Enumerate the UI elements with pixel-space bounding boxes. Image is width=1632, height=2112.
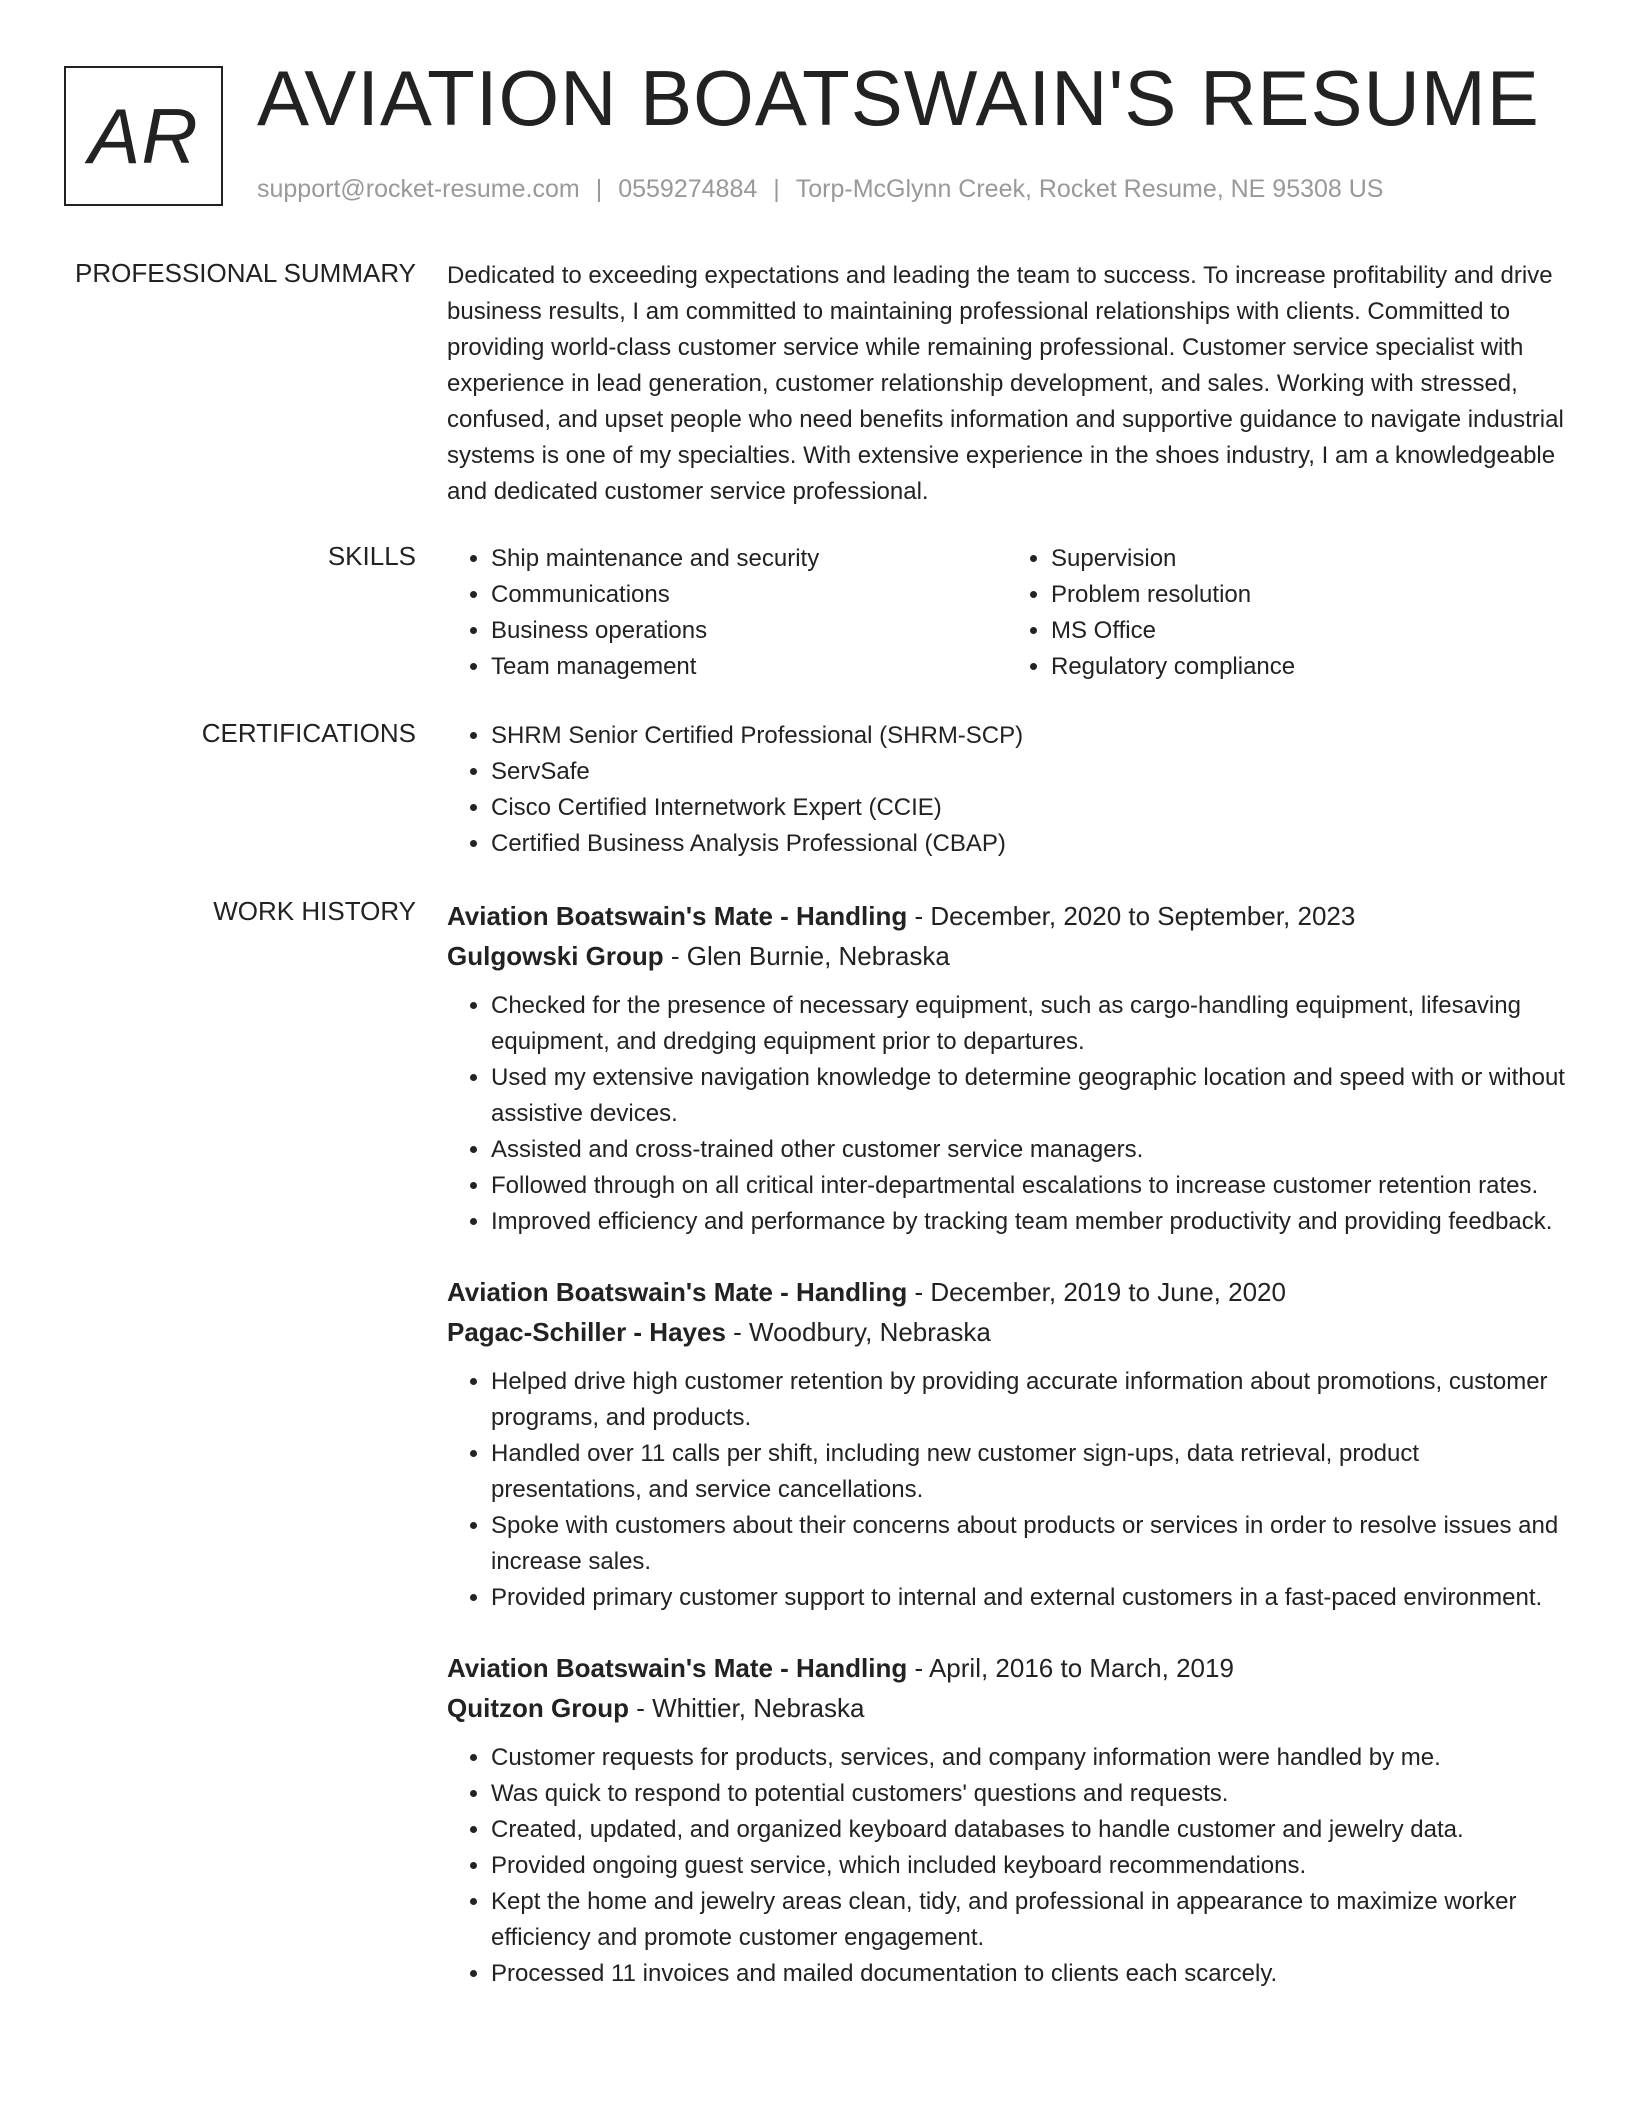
certifications-label: CERTIFICATIONS [201,718,416,748]
job-title: Aviation Boatswain's Mate - Handling [447,1277,908,1307]
job-duties-list [447,1364,1567,1616]
job-duty: • Customer requests for products, services, and company information were handled by me. [491,1740,1567,1776]
job-duty: • Created, updated, and organized keyboard databases to handle customer and jewelry data. [491,1812,1567,1848]
summary-label: PROFESSIONAL SUMMARY [75,258,416,288]
job-company: Pagac-Schiller - Hayes [447,1317,726,1347]
job-duty: • Assisted and cross-trained other customer service managers. [491,1132,1567,1168]
skills-list-right [1007,541,1567,685]
job-duty: • Followed through on all critical inter-departmental escalations to increase customer retention rates. [491,1168,1567,1204]
skill-item: • Regulatory compliance [1051,649,1567,685]
skill-item: • Communications [491,577,1007,613]
job-duty: • Spoke with customers about their concerns about products or services in order to resolve issues and increase sales. [491,1508,1567,1580]
job-location: - Whittier, Nebraska [628,1693,865,1723]
job-duty: • Helped drive high customer retention by providing accurate information about promotions, customer programs, and products. [491,1364,1567,1436]
job-location: - Woodbury, Nebraska [725,1317,991,1347]
summary-text: Dedicated to exceeding expectations and leading the team to success. To increase profitability and drive business results, I am committed to maintaining professional relationships with clients. Committed to providing world-class customer service while remaining professional. Customer service specialist with experience in lead generation, customer relationship development, and sales. Working with stressed, confused, and upset people who need benefits information and supportive guidance to navigate industrial systems is one of my specialties. With extensive experience in the shoes industry, I am a knowledgeable and dedicated customer service professional. [447,262,1564,505]
job-company-line [447,1688,1567,1728]
job-title-line [447,896,1567,936]
job-duty: • Provided ongoing guest service, which included keyboard recommendations. [491,1848,1567,1884]
job-duty: • Provided primary customer support to internal and external customers in a fast-paced environment. [491,1580,1567,1616]
job-entry [447,896,1567,1240]
skill-item: • Problem resolution [1051,577,1567,613]
work-history-body [447,896,1567,2024]
resume-title: AVIATION BOATSWAIN'S RESUME [257,54,1540,142]
certification-item: • Certified Business Analysis Professional (CBAP) [491,826,1567,862]
skill-item: • Supervision [1051,541,1567,577]
skill-item: • Team management [491,649,1007,685]
certifications-list [447,718,1567,862]
skill-item: • MS Office [1051,613,1567,649]
job-duty: • Handled over 11 calls per shift, including new customer sign-ups, data retrieval, product presentations, and service cancellations. [491,1436,1567,1508]
job-company-line [447,1312,1567,1352]
contact-line [257,175,1384,204]
job-entry [447,1272,1567,1616]
contact-separator: | [595,175,603,203]
job-dates: - April, 2016 to March, 2019 [907,1653,1234,1683]
work-history-label: WORK HISTORY [213,896,416,926]
job-title: Aviation Boatswain's Mate - Handling [447,901,908,931]
job-company-line [447,936,1567,976]
job-duties-list [447,988,1567,1240]
monogram-logo: AR [64,66,223,206]
skill-item: • Business operations [491,613,1007,649]
summary-body [447,258,1567,510]
job-duty: • Used my extensive navigation knowledge to determine geographic location and speed with or without assistive devices. [491,1060,1567,1132]
contact-separator: | [773,175,780,203]
job-entry [447,1648,1567,1992]
job-duties-list [447,1740,1567,1992]
job-company: Gulgowski Group [447,941,664,971]
job-company: Quitzon Group [447,1693,629,1723]
contact-phone[interactable]: 0559274884 [618,175,758,203]
job-dates: - December, 2019 to June, 2020 [907,1277,1286,1307]
job-title-line [447,1648,1567,1688]
job-dates: - December, 2020 to September, 2023 [907,901,1356,931]
skills-body [447,541,1567,685]
job-duty: • Checked for the presence of necessary equipment, such as cargo-handling equipment, lifesaving equipment, and dredging equipment prior to departures. [491,988,1567,1060]
contact-address: Torp-McGlynn Creek, Rocket Resume, NE 95308 US [795,175,1384,203]
certifications-body [447,718,1567,862]
certification-item: • Cisco Certified Internetwork Expert (CCIE) [491,790,1567,826]
job-duty: • Was quick to respond to potential customers' questions and requests. [491,1776,1567,1812]
job-duty: • Kept the home and jewelry areas clean, tidy, and professional in appearance to maximize worker efficiency and promote customer engagement. [491,1884,1567,1956]
job-location: - Glen Burnie, Nebraska [663,941,950,971]
contact-email[interactable]: support@rocket-resume.com [257,175,580,203]
skill-item: • Ship maintenance and security [491,541,1007,577]
job-title-line [447,1272,1567,1312]
job-duty: • Processed 11 invoices and mailed documentation to clients each scarcely. [491,1956,1567,1992]
job-title: Aviation Boatswain's Mate - Handling [447,1653,908,1683]
skills-list-left [447,541,1007,685]
certification-item: • SHRM Senior Certified Professional (SHRM-SCP) [491,718,1567,754]
skills-label: SKILLS [327,541,416,571]
job-duty: • Improved efficiency and performance by tracking team member productivity and providing feedback. [491,1204,1567,1240]
certification-item: • ServSafe [491,754,1567,790]
